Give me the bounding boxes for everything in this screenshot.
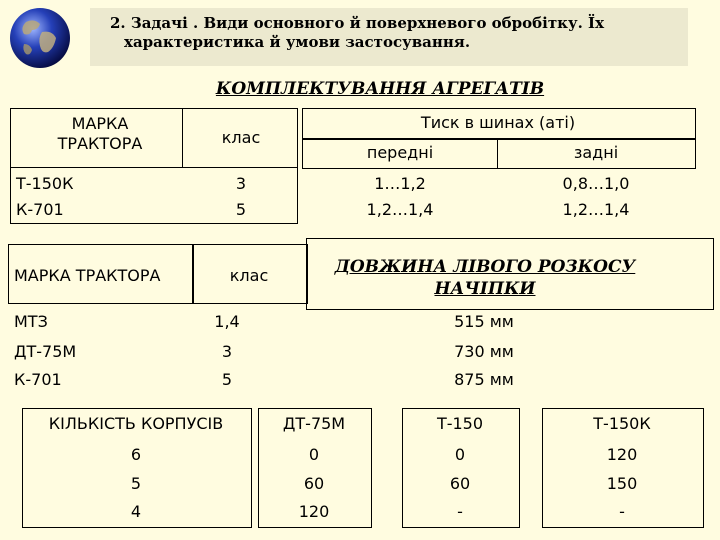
table3-header-count: КІЛЬКІСТЬ КОРПУСІВ <box>48 414 224 433</box>
table3-row2-t150: 60 <box>449 474 471 493</box>
table2-row3-class: 5 <box>221 370 233 389</box>
table3-row3-t150k: - <box>619 502 625 521</box>
table3-row1-t150k: 120 <box>606 445 638 464</box>
section1-title: КОМПЛЕКТУВАННЯ АГРЕГАТІВ <box>215 79 545 99</box>
table3-row2-t150k: 150 <box>606 474 638 493</box>
table1-row2-rear: 1,2…1,4 <box>562 200 630 219</box>
table1-row1-brand: Т-150К <box>16 174 74 193</box>
table2-header-brand: МАРКА ТРАКТОРА <box>14 266 161 285</box>
table3-row1-dt75m: 0 <box>308 445 320 464</box>
slide-title <box>110 14 680 52</box>
table1-row1-class: 3 <box>235 174 247 193</box>
table1-header-class: клас <box>221 128 261 147</box>
section2-title: ДОВЖИНА ЛІВОГО РОЗКОСУ НАЧІПКИ <box>334 257 636 299</box>
globe-icon <box>8 6 72 70</box>
table2-row3-brand: К-701 <box>14 370 62 389</box>
table3-row1-count: 6 <box>130 445 142 464</box>
table2-header-class: клас <box>229 266 269 285</box>
table1-header-brand: МАРКА ТРАКТОРА <box>57 114 143 153</box>
slide-title-line2: характеристика й умови застосування. <box>124 33 471 51</box>
table1-row2-front: 1,2…1,4 <box>366 200 434 219</box>
table3-header-t150k: Т-150К <box>593 414 651 433</box>
table1-row2-class: 5 <box>235 200 247 219</box>
table3-row2-count: 5 <box>130 474 142 493</box>
table1-header-rear: задні <box>573 143 619 162</box>
table1-header-pressure: Тиск в шинах (аті) <box>420 113 576 132</box>
table3-row1-t150: 0 <box>454 445 466 464</box>
table1-row1-front: 1…1,2 <box>374 174 426 193</box>
table1-header-front: передні <box>366 143 434 162</box>
table1-row2-brand: К-701 <box>16 200 64 219</box>
table2-row2-brand: ДТ-75М <box>14 342 77 361</box>
table3-header-dt75m: ДТ-75М <box>282 414 346 433</box>
table2-row2-length: 730 мм <box>454 342 514 361</box>
table3-row3-dt75m: 120 <box>298 502 330 521</box>
slide-title-line1: 2. Задачі . Види основного й поверхневого обробітку. Їх <box>110 14 605 32</box>
table3-row3-count: 4 <box>130 502 142 521</box>
table3-header-t150: Т-150 <box>436 414 484 433</box>
table3-row3-t150: - <box>457 502 463 521</box>
table2-row1-length: 515 мм <box>454 312 514 331</box>
table3-row2-dt75m: 60 <box>303 474 325 493</box>
table2-row1-class: 1,4 <box>214 312 240 331</box>
table2-row3-length: 875 мм <box>454 370 514 389</box>
table2-row2-class: 3 <box>221 342 233 361</box>
table1-row1-rear: 0,8…1,0 <box>562 174 630 193</box>
table2-row1-brand: МТЗ <box>14 312 48 331</box>
